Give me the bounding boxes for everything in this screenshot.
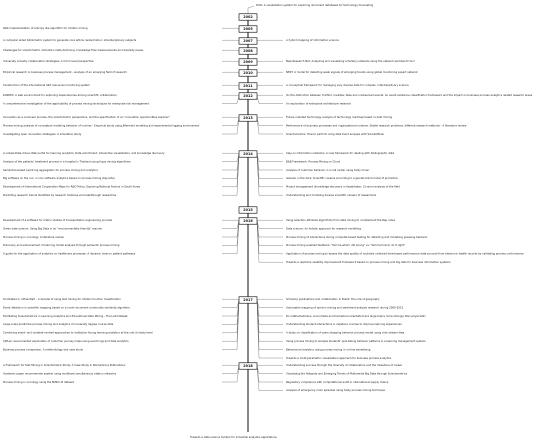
connector-line <box>222 96 239 104</box>
publication-title: On the distinction between truthful, invisible, false and unobserved events: An event existence classification framework and the impact on business process analytics related research areas <box>286 94 533 97</box>
publication-title: A Framework for Text Mining in Scientometric Study: A Case Study in Biomedicine Publications <box>3 364 126 367</box>
publication-title: Process mining of interactions during computer-based testing for detecting and modelling guessing behavior <box>286 235 428 239</box>
publication-title: Combining event- and variable-centred approaches to institution-facing learning analytics at the unit of study level <box>3 331 153 335</box>
connector-line <box>222 221 239 237</box>
publication-title: Behavioural analytics using process mining in on-line advertising <box>286 348 371 352</box>
connector-line <box>257 300 283 358</box>
year-label-2013: 2013 <box>243 116 253 121</box>
publication-title: DIVA: A visualization system for exploring document databases for technology forecasting <box>256 4 374 7</box>
publication-title: Performance of business processes and organizational routines: Stable research problems, different research methods - A literature review <box>286 124 467 128</box>
publication-title: Academic paper recommender system using multilevel simultaneous citation networks <box>3 372 117 376</box>
connector-line <box>257 72 283 73</box>
publication-title: Towards a real-time usability improvement framework based on process mining and big data for business information systems <box>286 261 451 264</box>
connector-line <box>222 154 239 178</box>
connector-line <box>257 300 283 308</box>
publication-title: Gaussin in the dark: Scientific careers according to a gender-blind model of promotion <box>286 177 399 181</box>
connector-line <box>222 154 239 170</box>
publication-title: An exploration of enterprise architecture research <box>286 102 351 106</box>
publication-title: Future-oriented technology analysis of technology roadmap based on text mining <box>286 116 393 119</box>
publication-title: CJM-ex: Goal-oriented exploration of customer journey maps using event logs and data analytics <box>3 340 129 343</box>
publication-title: Facilitating Scientometrics in Learning Analytics and Educational Data Mining - The LAK Dataset <box>3 314 128 318</box>
publication-title: A guide for the application of analytics on healthcare processes: A dynamic view on patient pathways <box>3 252 136 256</box>
connector-line <box>257 366 283 382</box>
publication-title: Discovery and enhancement of learning model analysis through semantic process mining <box>3 244 120 248</box>
connector-line <box>257 118 283 134</box>
year-label-2008: 2008 <box>243 49 253 54</box>
publication-title: Data science: An holistic approach for research modelling <box>286 227 361 231</box>
connector-line <box>222 153 239 154</box>
connector-line <box>222 95 239 96</box>
connector-line <box>257 95 283 96</box>
connector-line <box>222 366 239 374</box>
publication-title: Understanding and modeling diverse scientific careers of researchers <box>286 194 377 197</box>
connector-line <box>257 299 283 300</box>
publication-title: Do mathematicians, economists and biomedical scientists trace large topics more strongly than physicists? <box>286 314 426 318</box>
connector-line <box>222 300 239 333</box>
year-label-2010: 2010 <box>243 71 253 76</box>
publication-title: Empirical research in business process management - analysis of an emerging field of research <box>3 71 127 74</box>
year-label-2011: 2011 <box>243 84 253 89</box>
connector-line <box>222 221 239 229</box>
publication-title: Analysis of emergency room episodes using fuzzy process mining technique <box>286 389 386 393</box>
connector-line <box>257 154 283 178</box>
connector-line <box>257 365 283 366</box>
connector-line <box>257 153 283 154</box>
publication-title: Large scale predictive process mining and analytics of university degree course data <box>3 323 114 327</box>
connector-line <box>222 300 239 324</box>
connector-line <box>257 154 283 162</box>
connector-line <box>257 96 283 104</box>
publication-title: Business process comparison: A methodology and case study <box>3 348 84 352</box>
publication-title: Using selection attribute algorithms from data mining to complement the Rep index <box>286 219 396 222</box>
publication-title: A computer aided bibliometric system to generate core article ranked lists in interdisciplinary subjects <box>3 39 137 42</box>
connector-line <box>222 221 239 254</box>
publication-title: Automated mapping of opinion mining and sentiment analysis research during 2000-2015 <box>286 306 404 310</box>
publication-title: Development of a software for metric studies of transportation engineering journals <box>3 219 113 222</box>
connector-line <box>222 154 239 187</box>
connector-line <box>248 6 254 14</box>
publication-title: Investigating open innovation strategies: A simulation study <box>3 132 82 136</box>
year-label-2002: 2002 <box>243 15 253 20</box>
publication-title: Predicting research trends identified by research histories via breakthrough researches <box>3 194 117 197</box>
publication-title: Process mining in oncology: A literature review <box>3 235 64 239</box>
publication-title: Big software on the run: in vivo software analytics based on process mining (Keynote) <box>3 177 115 181</box>
publication-title: A conceptual framework for managing very diverse data for complex, interdisciplinary science <box>286 84 409 87</box>
publication-title: Understanding student interactions in capstone courses to improve learning experiences <box>286 323 402 327</box>
connector-line <box>222 300 239 308</box>
connector-line <box>257 300 283 324</box>
connector-line <box>222 299 239 300</box>
connector-line <box>257 221 283 229</box>
publication-title: A study on classification of users shopping behavior process model using click stream data <box>286 331 405 335</box>
publication-title: Process mining enabled feedback: "tell me what I did wrong" vs. "tell me how to do it right" <box>286 244 405 248</box>
connector-line <box>257 300 283 341</box>
connector-line <box>222 300 239 341</box>
year-label-2007: 2007 <box>243 39 253 44</box>
publication-title: Web implementation of entropy like algorithm for citation mining <box>3 27 88 30</box>
connector-line <box>257 117 283 118</box>
connector-line <box>257 300 283 333</box>
connector-line <box>222 61 239 62</box>
year-label-2017: 2017 <box>243 298 253 303</box>
year-label-2014: 2014 <box>243 152 253 157</box>
publication-title: Analysis of customer behavior in a call center using fuzzy miner <box>286 168 370 172</box>
connector-line <box>257 85 283 86</box>
connector-line <box>257 366 283 390</box>
year-label-2009: 2009 <box>243 60 253 65</box>
year-label-2005: 2005 <box>243 27 253 32</box>
publication-title: Construction of the international S&T resources monitoring system <box>3 84 90 87</box>
connector-line <box>222 118 239 126</box>
connector-line <box>222 85 239 86</box>
publication-title: Green data science: Using Big Data in an "environmentally friendly" manner <box>3 227 103 231</box>
publication-title: Process mining in oncology using the MIMIC-III dataset <box>3 380 74 384</box>
connector-line <box>222 40 239 41</box>
year-label-2018: 2018 <box>243 364 253 369</box>
publication-title: Towards a multi-parametric visualisation approach for business process analytics <box>286 356 392 360</box>
connector-line <box>257 154 283 187</box>
publication-title: Visualizing the Hotspots and Emerging Trends of Multimedia Big Data through Scientometrics <box>286 372 408 376</box>
publication-title: NEST: A model for detecting weak signals of emerging trends using global monitoring expert network <box>286 71 418 74</box>
connector-line <box>222 72 239 73</box>
publication-title: Towards a data science toolbox for industrial analytics applications <box>190 436 277 439</box>
publication-title: Project management (knowledge discovery in Kazakhstan: Co-word analysis of the field <box>286 185 400 189</box>
publication-title: Application of process mining to assess the data quality of routinely collected time-based performance data sourced from electronic health records by validating process conformance <box>286 252 524 256</box>
connector-line <box>222 28 239 29</box>
connector-line <box>257 221 283 262</box>
publication-title: A Linked-Data-driven Web portal for learning analytics: Data enrichment, interactive visualization, and knowledge discovery <box>3 152 165 155</box>
publication-title: B&B Framework: Process Mining on Cloud <box>286 160 341 164</box>
connector-line <box>257 221 283 245</box>
publication-title: Scrolliated or influential? - A decade of using text mining for citation function classification <box>3 298 121 301</box>
publication-title: Event detection in scientific mapping based on a novel document community similarity algorithm <box>3 306 130 310</box>
connector-line <box>257 221 283 254</box>
connector-line <box>222 366 239 382</box>
connector-line <box>257 221 283 237</box>
year-label-2016: 2016 <box>243 219 253 224</box>
publication-title: K-INDEX: A web environment for exploring dependencies among scientific collaborators <box>3 94 117 97</box>
publication-title: Analysis of the patients' treatment process in a hospital in Thailand using fuzzy mining algorithms <box>3 160 131 164</box>
year-label-2012: 2012 <box>243 94 253 99</box>
connector-line <box>257 61 283 62</box>
publication-title: Development of International Cooperation Maps for R&D Policy: Exploring National Factors in South Korea <box>3 185 141 189</box>
publication-title: Semantics-based event log aggregation for process mining and analytics <box>3 168 98 172</box>
connector-line <box>222 221 239 245</box>
publication-title: New Research Net: Analyzing and visualizing scholarly networks using the network workbench tool <box>286 60 415 63</box>
connector-line <box>257 366 283 374</box>
publication-title: A comprehensive investigation of the applicability of process mining techniques for enterprise risk management <box>3 102 150 106</box>
connector-line <box>222 154 239 162</box>
connector-line <box>222 220 239 221</box>
publication-title: Innovation as a nonlinear process, the scientometric perspective, and the specification of an "innovation opportunities explorer" <box>3 116 170 119</box>
publication-title: Clay-on information networks: A new framework for dealing with bibliographic data <box>286 152 395 155</box>
connector-line <box>257 220 283 221</box>
connector-line <box>257 40 283 41</box>
connector-line <box>222 50 239 51</box>
publication-title: Understanding success through the diversity of collaborators and the milestone of career <box>286 364 403 367</box>
publication-title: Scientometrics: How to perform a big data trend analysis with ScientoMiner <box>286 132 385 136</box>
publication-title: University industry collaboration strategies: A micro level perspective <box>3 60 94 63</box>
connector-line <box>222 117 239 118</box>
connector-line <box>257 118 283 126</box>
publication-title: Scholarly publications and collaboration in Brazil: The role of geography <box>286 298 380 301</box>
year-label-2015: 2015 <box>243 208 253 213</box>
publication-title: Using process mining to analyze students' quiz-taking behavior patterns in a learning management system <box>286 340 426 343</box>
publication-title: Challenges for scientometric indicators: Data demining, knowledge flow measurements and diversity issues <box>3 49 144 52</box>
connector-line <box>257 154 283 170</box>
publication-title: Process mining analysis of conceptual modeling behavior of novices - Empirical study using JMermaid modeling and experimental logging environment <box>3 124 200 128</box>
connector-line <box>222 154 239 195</box>
connector-line <box>222 300 239 316</box>
connector-line <box>222 365 239 366</box>
publication-title: A hybrid mapping of information science <box>286 39 339 42</box>
connector-line <box>222 118 239 134</box>
connector-line <box>257 300 283 316</box>
connector-line <box>257 154 283 195</box>
publication-title: Regulatory compliance with computational audit in international supply chains <box>286 380 389 384</box>
